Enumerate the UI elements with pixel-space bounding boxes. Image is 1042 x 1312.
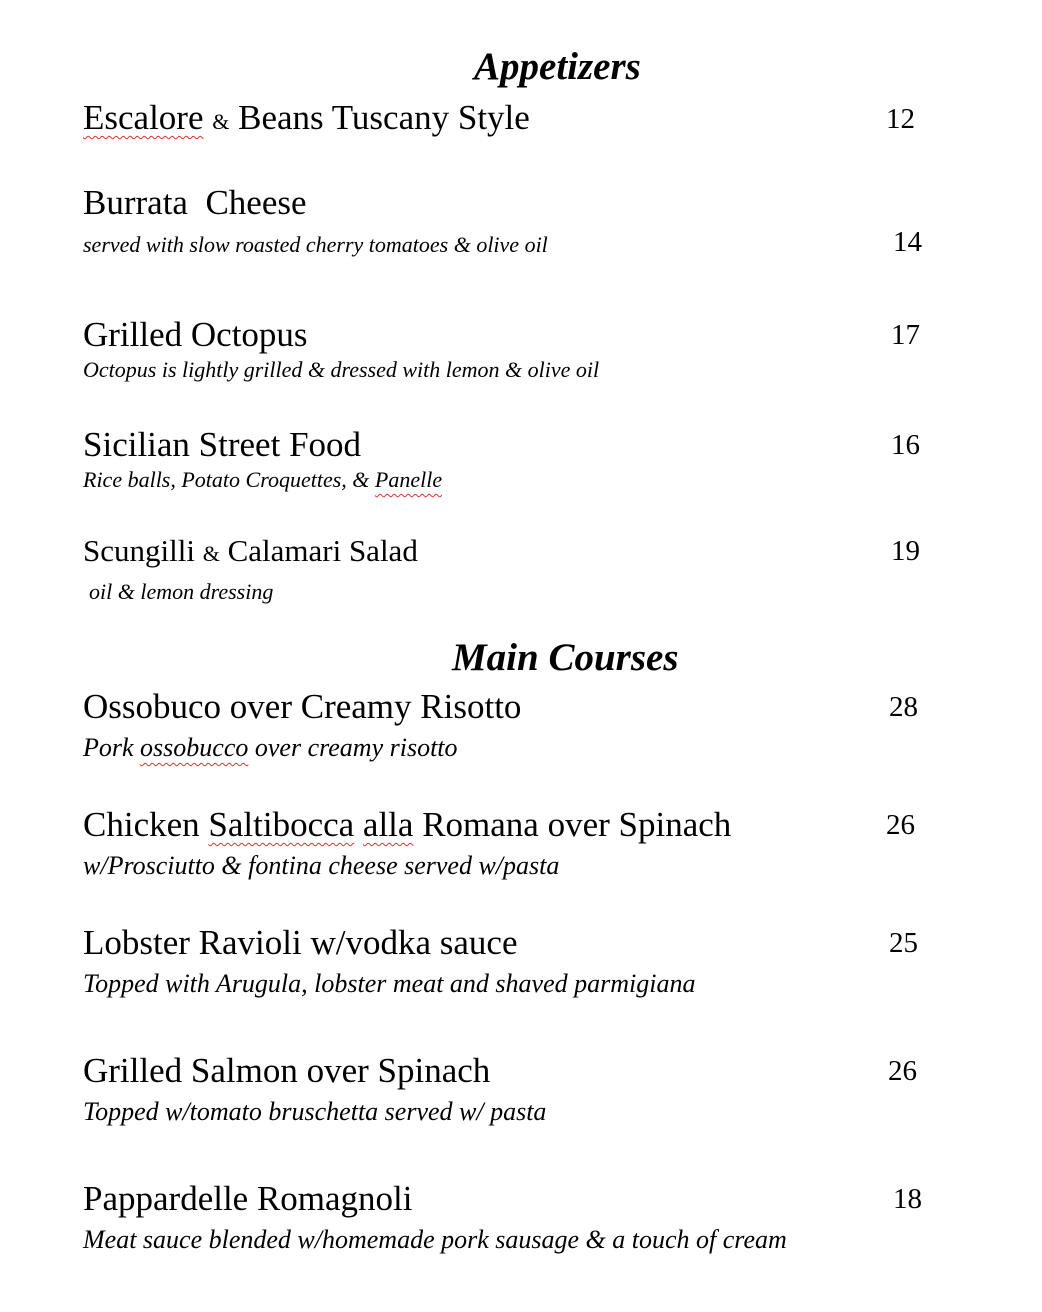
menu-item-description: Topped with Arugula, lobster meat and shaved parmigiana [83,969,696,998]
menu-item-name-part [354,805,363,844]
menu-item-description: Octopus is lightly grilled & dressed with lemon & olive oil [83,357,600,382]
menu-item-price: 14 [893,226,922,258]
menu-item-description-text: Rice balls, Potato Croquettes, & [83,467,375,492]
misspelled-word: ossobucco [140,733,249,762]
menu-item-name-rest: Beans Tuscany Style [238,98,530,137]
appetizers-heading: Appetizers [474,45,641,88]
menu-item-description: Topped w/tomato bruschetta served w/ pasta [83,1097,547,1126]
menu-item-description: oil & lemon dressing [89,579,274,604]
menu-item-name-rest: Calamari Salad [227,533,418,568]
misspelled-word: Panelle [374,467,443,492]
misspelled-word: Escalore [83,98,204,137]
menu-item-price: 17 [891,319,920,351]
menu-item-name: Sicilian Street Food [83,425,362,464]
menu-item-price: 26 [888,1055,917,1087]
menu-item-description-text: over creamy risotto [248,733,458,762]
menu-item-name: Lobster Ravioli w/vodka sauce [83,923,518,962]
menu-item-name: Grilled Octopus [83,315,308,354]
menu-item-name [83,807,731,842]
menu-item-description: w/Prosciutto & fontina cheese served w/pasta [83,851,560,880]
menu-item-description-text: Pork [83,733,141,762]
menu-item-name [83,535,418,566]
menu-item-price: 28 [889,691,918,723]
misspelled-word: alla [362,805,414,844]
menu-item-name: Ossobuco over Creamy Risotto [83,687,522,726]
menu-item-description: Meat sauce blended w/homemade pork sausage & a touch of cream [83,1225,787,1254]
main-courses-heading: Main Courses [452,636,679,679]
menu-item-price: 19 [891,535,920,567]
misspelled-word: Saltibocca [208,805,355,844]
ampersand: & [212,109,230,134]
menu-item-price: 16 [891,429,920,461]
menu-item-name: Grilled Salmon over Spinach [83,1051,491,1090]
menu-item-description [83,735,458,761]
menu-item-name-part: Romana over Spinach [413,805,732,844]
menu-item-name: Pappardelle Romagnoli [83,1179,413,1218]
menu-item-description: served with slow roasted cherry tomatoes & olive oil [83,232,548,257]
menu-item-price: 25 [889,927,918,959]
menu-item-name [83,100,530,135]
ampersand: & [202,541,220,566]
menu-item-name: Burrata Cheese [83,183,307,222]
menu-item-name-part: Chicken [83,805,209,844]
menu-item-name-part: Scungilli [83,533,195,568]
menu-item-price: 12 [886,103,915,135]
menu-item-description [83,469,442,491]
menu-item-price: 18 [893,1183,922,1215]
menu-item-price: 26 [886,809,915,841]
